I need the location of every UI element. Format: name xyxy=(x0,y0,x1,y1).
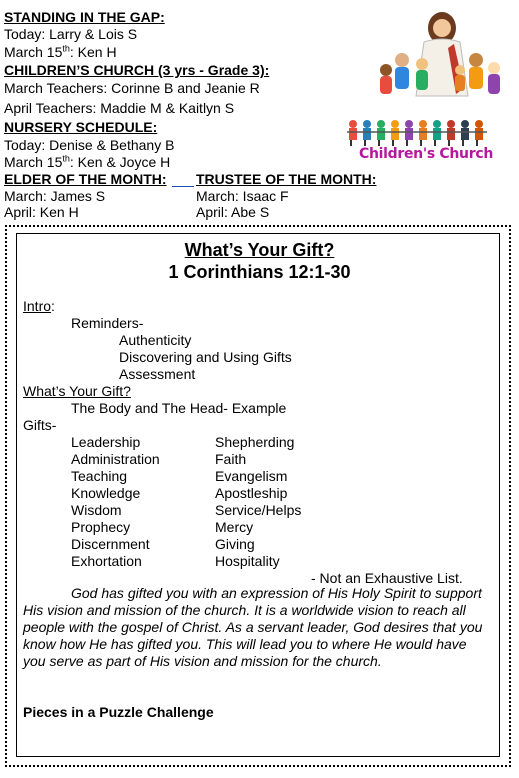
trustee-april: April: Abe S xyxy=(196,204,270,220)
gifts-label: Gifts- xyxy=(23,417,57,433)
gift-question: What’s Your Gift? xyxy=(23,383,131,399)
gift-right: Giving xyxy=(215,536,255,552)
reminder-item: Assessment xyxy=(119,366,196,382)
sermon-paragraph: God has gifted you with an expression of His Holy Spirit to support His vision and mission of the church. It is a worldwide vision to reach all people with the gospel of Christ. As a servant leader, God desires that you know how He has gifted you. This will lead you to where He would have you serve as part of His vision and mission for the church. xyxy=(23,585,483,669)
reminder-item: Discovering and Using Gifts xyxy=(119,349,292,365)
gift-left: Teaching xyxy=(71,468,128,484)
sermon-reference: 1 Corinthians 12:1-30 xyxy=(168,262,351,282)
march-teachers: March Teachers: Corinne B and Jeanie R xyxy=(4,80,260,96)
link-underline xyxy=(172,186,194,187)
april-teachers: April Teachers: Maddie M & Kaitlyn S xyxy=(4,100,235,116)
jesus-children-image xyxy=(372,8,512,98)
gift-right: Faith xyxy=(215,451,247,467)
elder-heading: ELDER OF THE MONTH: xyxy=(4,171,167,187)
gift-right: Service/Helps xyxy=(215,502,302,518)
gift-right: Evangelism xyxy=(215,468,288,484)
standing-today: Today: Larry & Lois S xyxy=(4,26,138,42)
reminder-item: Authenticity xyxy=(119,332,192,348)
gift-right: Hospitality xyxy=(215,553,280,569)
body-head-example: The Body and The Head- Example xyxy=(71,400,287,416)
nursery-march: March 15th: Ken & Joyce H xyxy=(4,153,171,170)
gift-right: Shepherding xyxy=(215,434,295,450)
childrens-church-logo xyxy=(345,118,493,166)
gift-left: Prophecy xyxy=(71,519,131,535)
gift-left: Leadership xyxy=(71,434,141,450)
intro-label: Intro: xyxy=(23,298,55,314)
nursery-heading: NURSERY SCHEDULE: xyxy=(4,119,158,135)
sermon-title: What’s Your Gift? xyxy=(184,240,335,260)
not-exhaustive-note: - Not an Exhaustive List. xyxy=(311,570,463,586)
nursery-today: Today: Denise & Bethany B xyxy=(4,137,175,153)
gift-left: Administration xyxy=(71,451,160,467)
kids-row-icon xyxy=(345,118,493,148)
puzzle-challenge: Pieces in a Puzzle Challenge xyxy=(23,704,214,720)
reminders-label: Reminders- xyxy=(71,315,144,331)
childrens-church-heading: CHILDREN’S CHURCH (3 yrs - Grade 3): xyxy=(4,62,270,78)
standing-in-gap-heading: STANDING IN THE GAP: xyxy=(4,9,165,25)
gift-left: Discernment xyxy=(71,536,150,552)
trustee-march: March: Isaac F xyxy=(196,188,289,204)
standing-march: March 15th: Ken H xyxy=(4,43,117,60)
gift-right: Apostleship xyxy=(215,485,288,501)
gift-left: Knowledge xyxy=(71,485,141,501)
trustee-heading: TRUSTEE OF THE MONTH: xyxy=(196,171,377,187)
gift-left: Wisdom xyxy=(71,502,122,518)
elder-march: March: James S xyxy=(4,188,106,204)
elder-april: April: Ken H xyxy=(4,204,79,220)
logo-text: Children's Church xyxy=(359,146,493,162)
gift-left: Exhortation xyxy=(71,553,142,569)
gift-right: Mercy xyxy=(215,519,254,535)
